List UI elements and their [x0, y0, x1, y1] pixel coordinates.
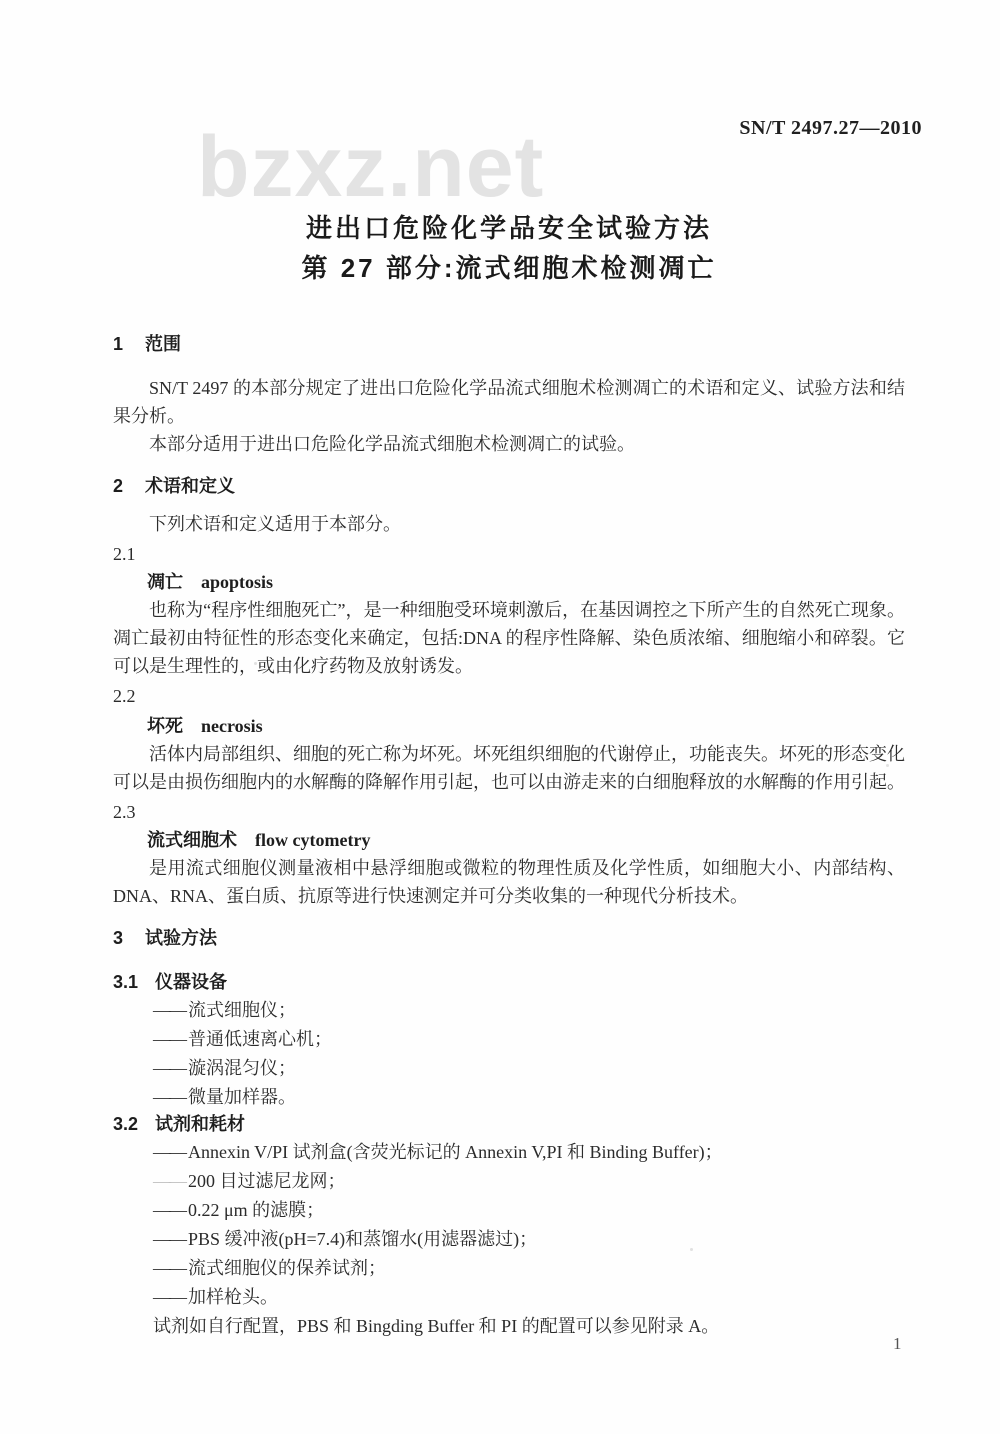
section-title: 仪器设备 — [155, 972, 228, 992]
term-zh: 流式细胞术 — [147, 830, 237, 850]
watermark-text: bzxz.net — [197, 119, 545, 215]
scope-paragraph-1: SN/T 2497 的本部分规定了进出口危险化学品流式细胞术检测凋亡的术语和定义、试验方法和结果分析。 — [113, 378, 905, 426]
list-item — [113, 1054, 905, 1083]
term-en: apoptosis — [201, 572, 274, 592]
scan-speck — [886, 764, 889, 767]
section-3-1-heading — [113, 968, 905, 996]
title-line-2: 第 27 部分:流式细胞术检测凋亡 — [301, 253, 717, 283]
term-1-number: 2.1 — [113, 544, 136, 564]
dash-marker: —— — [153, 1087, 185, 1107]
term-en: necrosis — [201, 716, 263, 736]
list-item-text: 流式细胞仪； — [188, 1000, 296, 1020]
list-item-text: Annexin V/PI 试剂盒(含荧光标记的 Annexin V,PI 和 Binding Buffer)； — [188, 1142, 723, 1162]
term-2-definition: 活体内局部组织、细胞的死亡称为坏死。坏死组织细胞的代谢停止，功能丧失。坏死的形态变化可以是由损伤细胞内的水解酶的降解作用引起，也可以由游走来的白细胞释放的水解酶的作用引起。 — [113, 744, 905, 792]
list-item — [113, 1025, 905, 1054]
section-1-heading — [113, 330, 905, 358]
reagent-note: 试剂如自行配置，PBS 和 Bingding Buffer 和 PI 的配置可以参见附录 A。 — [153, 1316, 720, 1336]
term-en: flow cytometry — [255, 830, 371, 850]
list-item — [113, 996, 905, 1025]
list-item-text: 200 目过滤尼龙网； — [188, 1171, 346, 1191]
list-item-text: PBS 缓冲液(pH=7.4)和蒸馏水(用滤器滤过)； — [188, 1229, 538, 1249]
term-2-name — [113, 712, 905, 740]
list-item — [113, 1254, 905, 1283]
list-item-text: 普通低速离心机； — [188, 1029, 332, 1049]
page-number: 1 — [893, 1334, 902, 1353]
dash-marker: —— — [153, 1142, 185, 1162]
term-1-definition: 也称为“程序性细胞死亡”，是一种细胞受环境刺激后，在基因调控之下所产生的自然死亡现象。凋亡最初由特征性的形态变化来确定，包括:DNA 的程序性降解、染色质浓缩、细胞缩小和碎裂。它可以是生理性的，或由化疗药物及放射诱发。 — [113, 600, 905, 676]
term-1-name — [113, 568, 905, 596]
title-line-1: 进出口危险化学品安全试验方法 — [305, 213, 712, 243]
term-zh: 坏死 — [147, 716, 183, 736]
equipment-list — [113, 996, 905, 1112]
dash-marker: —— — [153, 1200, 185, 1220]
term-zh: 凋亡 — [147, 572, 183, 592]
terms-intro: 下列术语和定义适用于本部分。 — [149, 514, 401, 534]
section-number: 3.2 — [113, 1114, 139, 1134]
dash-marker: —— — [153, 1258, 185, 1278]
term-2-number: 2.2 — [113, 686, 136, 706]
dash-marker: —— — [153, 1229, 185, 1249]
section-number: 1 — [113, 334, 124, 354]
term-3-definition: 是用流式细胞仪测量液相中悬浮细胞或微粒的物理性质及化学性质，如细胞大小、内部结构、DNA、RNA、蛋白质、抗原等进行快速测定并可分类收集的一种现代分析技术。 — [113, 858, 905, 906]
section-title: 试验方法 — [145, 928, 218, 948]
section-title: 术语和定义 — [145, 476, 236, 496]
section-title: 试剂和耗材 — [155, 1114, 246, 1134]
list-item — [113, 1225, 905, 1254]
list-item — [113, 1167, 905, 1196]
section-number: 2 — [113, 476, 124, 496]
dash-marker: —— — [153, 1171, 185, 1191]
section-2-heading — [113, 472, 905, 500]
list-item-text: 流式细胞仪的保养试剂； — [188, 1258, 386, 1278]
section-number: 3.1 — [113, 972, 139, 992]
scan-speck — [548, 228, 552, 232]
scan-speck — [690, 1248, 693, 1251]
list-item — [113, 1138, 905, 1167]
dash-marker: —— — [153, 1058, 185, 1078]
section-3-heading — [113, 924, 905, 952]
scan-speck — [254, 662, 257, 665]
list-item — [113, 1283, 905, 1312]
term-3-name — [113, 826, 905, 854]
list-item-text: 微量加样器。 — [188, 1087, 296, 1107]
list-item — [113, 1196, 905, 1225]
dash-marker: —— — [153, 1287, 185, 1307]
section-3-2-heading — [113, 1110, 905, 1138]
standard-code: SN/T 2497.27—2010 — [739, 117, 922, 139]
document-body — [113, 0, 905, 1340]
dash-marker: —— — [153, 1000, 185, 1020]
list-item-text: 加样枪头。 — [188, 1287, 278, 1307]
list-item-text: 漩涡混匀仪； — [188, 1058, 296, 1078]
list-item — [113, 1083, 905, 1112]
dash-marker: —— — [153, 1029, 185, 1049]
scope-paragraph-2: 本部分适用于进出口危险化学品流式细胞术检测凋亡的试验。 — [149, 434, 635, 454]
list-item-text: 0.22 μm 的滤膜； — [188, 1200, 325, 1220]
reagent-list — [113, 1138, 905, 1312]
section-title: 范围 — [145, 334, 182, 354]
section-number: 3 — [113, 928, 124, 948]
term-3-number: 2.3 — [113, 802, 136, 822]
